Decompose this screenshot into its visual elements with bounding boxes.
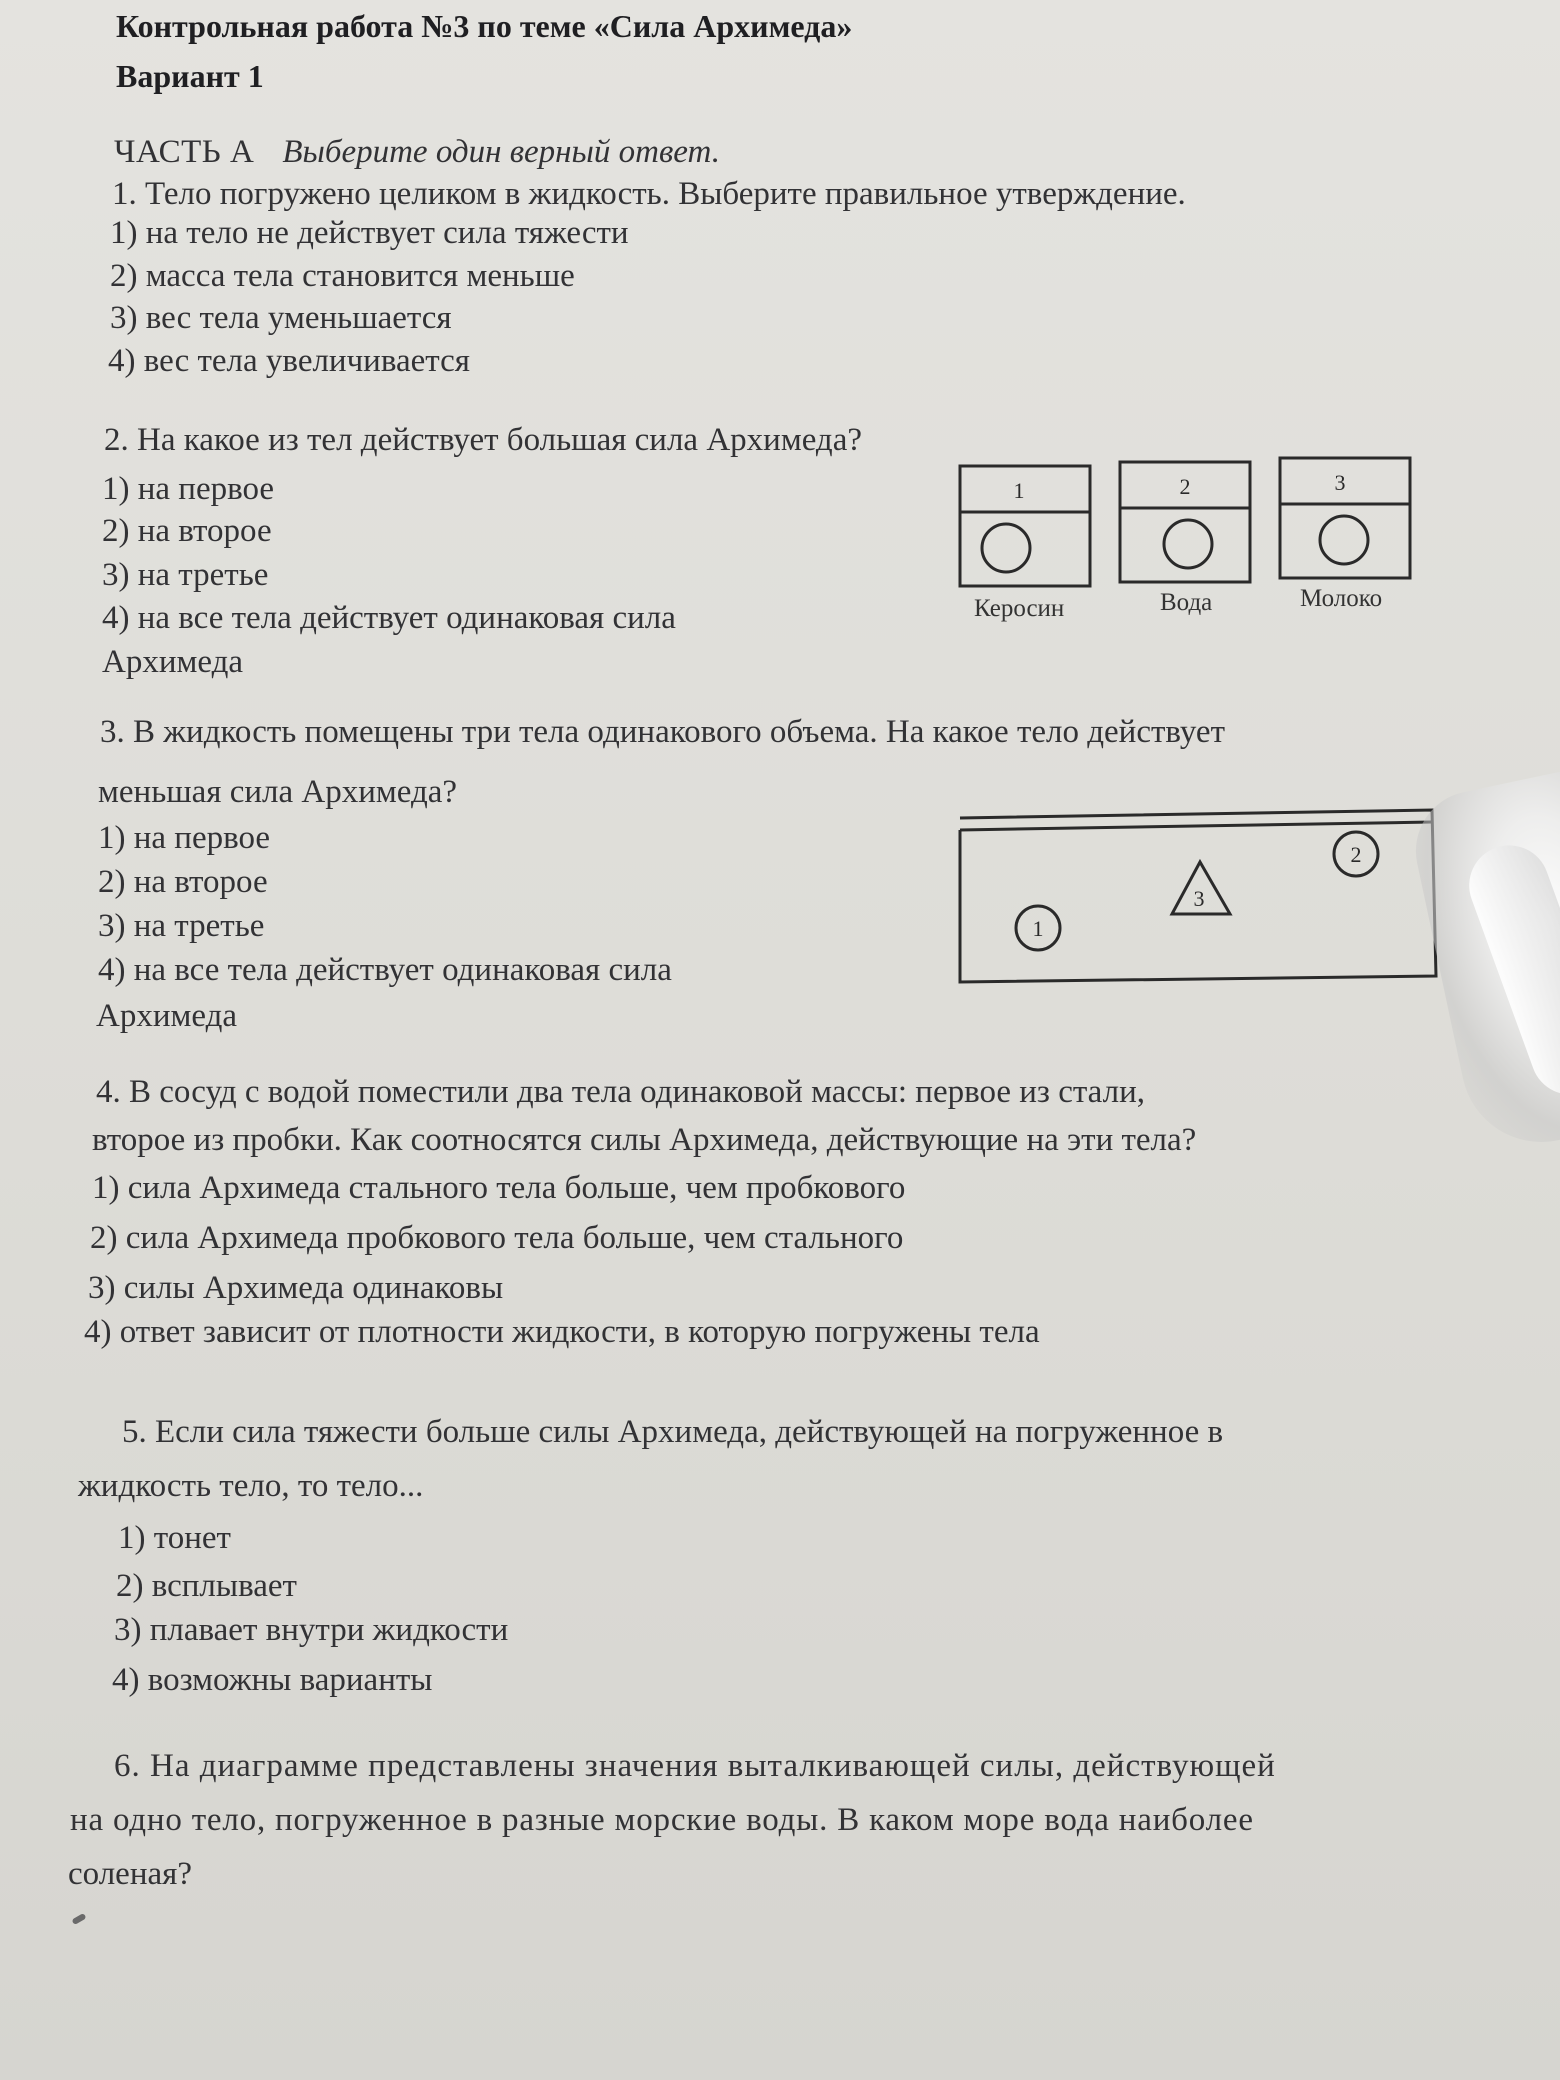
vessel-3 — [1280, 458, 1410, 578]
q3-option-4-cont: Архимеда — [96, 998, 238, 1034]
q4-option-3: 3) силы Архимеда одинаковы — [88, 1270, 504, 1306]
q5-option-1: 1) тонет — [118, 1520, 231, 1556]
q5-option-2: 2) всплывает — [116, 1568, 297, 1604]
liquid-label-water: Вода — [1160, 589, 1213, 616]
q3-text-line-2: меньшая сила Архимеда? — [98, 774, 458, 810]
q2-option-1: 1) на первое — [102, 471, 275, 507]
q3-option-3: 3) на третье — [98, 908, 265, 944]
q2-option-4-cont: Архимеда — [102, 644, 244, 680]
q3-option-4: 4) на все тела действует одинаковая сила — [98, 952, 672, 988]
q6-text-line-2: на одно тело, погруженное в разные морские воды. В каком море вода наиболее — [70, 1802, 1254, 1838]
q5-text-line-2: жидкость тело, то тело... — [78, 1468, 424, 1504]
q5-text-line-1: 5. Если сила тяжести больше силы Архимеда, действующей на погруженное в — [122, 1414, 1224, 1450]
q3-option-1: 1) на первое — [98, 820, 271, 856]
q3-text-line-1: 3. В жидкость помещены три тела одинакового объема. На какое тело действует — [100, 714, 1225, 750]
q5-option-3: 3) плавает внутри жидкости — [114, 1612, 509, 1648]
q1-option-4: 4) вес тела увеличивается — [108, 343, 470, 379]
q1-option-3: 3) вес тела уменьшается — [110, 300, 452, 336]
vessel-3-number: 3 — [1334, 470, 1346, 495]
q5-option-4: 4) возможны варианты — [112, 1662, 433, 1698]
q2-option-3: 3) на третье — [102, 557, 269, 593]
q1-option-2: 2) масса тела становится меньше — [110, 258, 575, 294]
q4-option-2: 2) сила Архимеда пробкового тела больше, чем стального — [90, 1220, 904, 1256]
q6-text-line-3: соленая? — [68, 1856, 192, 1892]
q4-option-4: 4) ответ зависит от плотности жидкости, в которую погружены тела — [84, 1314, 1040, 1350]
q2-option-2: 2) на второе — [102, 513, 272, 549]
body-3-number: 3 — [1193, 886, 1205, 911]
vessel-2 — [1120, 462, 1250, 582]
q4-text-line-2: второе из пробки. Как соотносятся силы Архимеда, действующие на эти тела? — [92, 1122, 1197, 1158]
q6-text-line-1: 6. На диаграмме представлены значения выталкивающей силы, действующей — [114, 1748, 1276, 1784]
q2-option-4: 4) на все тела действует одинаковая сила — [102, 600, 676, 636]
body-2-number: 2 — [1350, 842, 1362, 867]
liquid-label-milk: Молоко — [1300, 585, 1383, 612]
q3-tank-figure — [956, 800, 1450, 990]
body-3-triangle — [1172, 862, 1230, 914]
q4-text-line-1: 4. В сосуд с водой поместили два тела одинаковой массы: первое из стали, — [96, 1074, 1145, 1110]
vessel-2-number: 2 — [1179, 474, 1191, 499]
page-title: Контрольная работа №3 по теме «Сила Архимеда» — [116, 8, 853, 44]
part-a-label: ЧАСТЬ А — [114, 134, 255, 170]
q2-text: 2. На какое из тел действует большая сила Архимеда? — [104, 422, 863, 458]
q1-text: 1. Тело погружено целиком в жидкость. Выберите правильное утверждение. — [112, 176, 1186, 212]
liquid-label-kerosene: Керосин — [974, 595, 1065, 622]
body-1-number: 1 — [1032, 916, 1044, 941]
body-2-circle — [1334, 832, 1378, 876]
vessel-1 — [960, 466, 1090, 586]
part-a-header — [114, 132, 720, 172]
q4-option-1: 1) сила Архимеда стального тела больше, чем пробкового — [92, 1170, 906, 1206]
variant-label: Вариант 1 — [116, 58, 264, 94]
q3-option-2: 2) на второе — [98, 864, 268, 900]
part-a-instruction: Выберите один верный ответ. — [282, 134, 720, 170]
pen-mark — [71, 1913, 86, 1925]
vessel-1-number: 1 — [1013, 478, 1025, 503]
body-1-circle — [1016, 906, 1060, 950]
q2-vessels-figure — [950, 450, 1420, 600]
q1-option-1: 1) на тело не действует сила тяжести — [110, 215, 629, 251]
